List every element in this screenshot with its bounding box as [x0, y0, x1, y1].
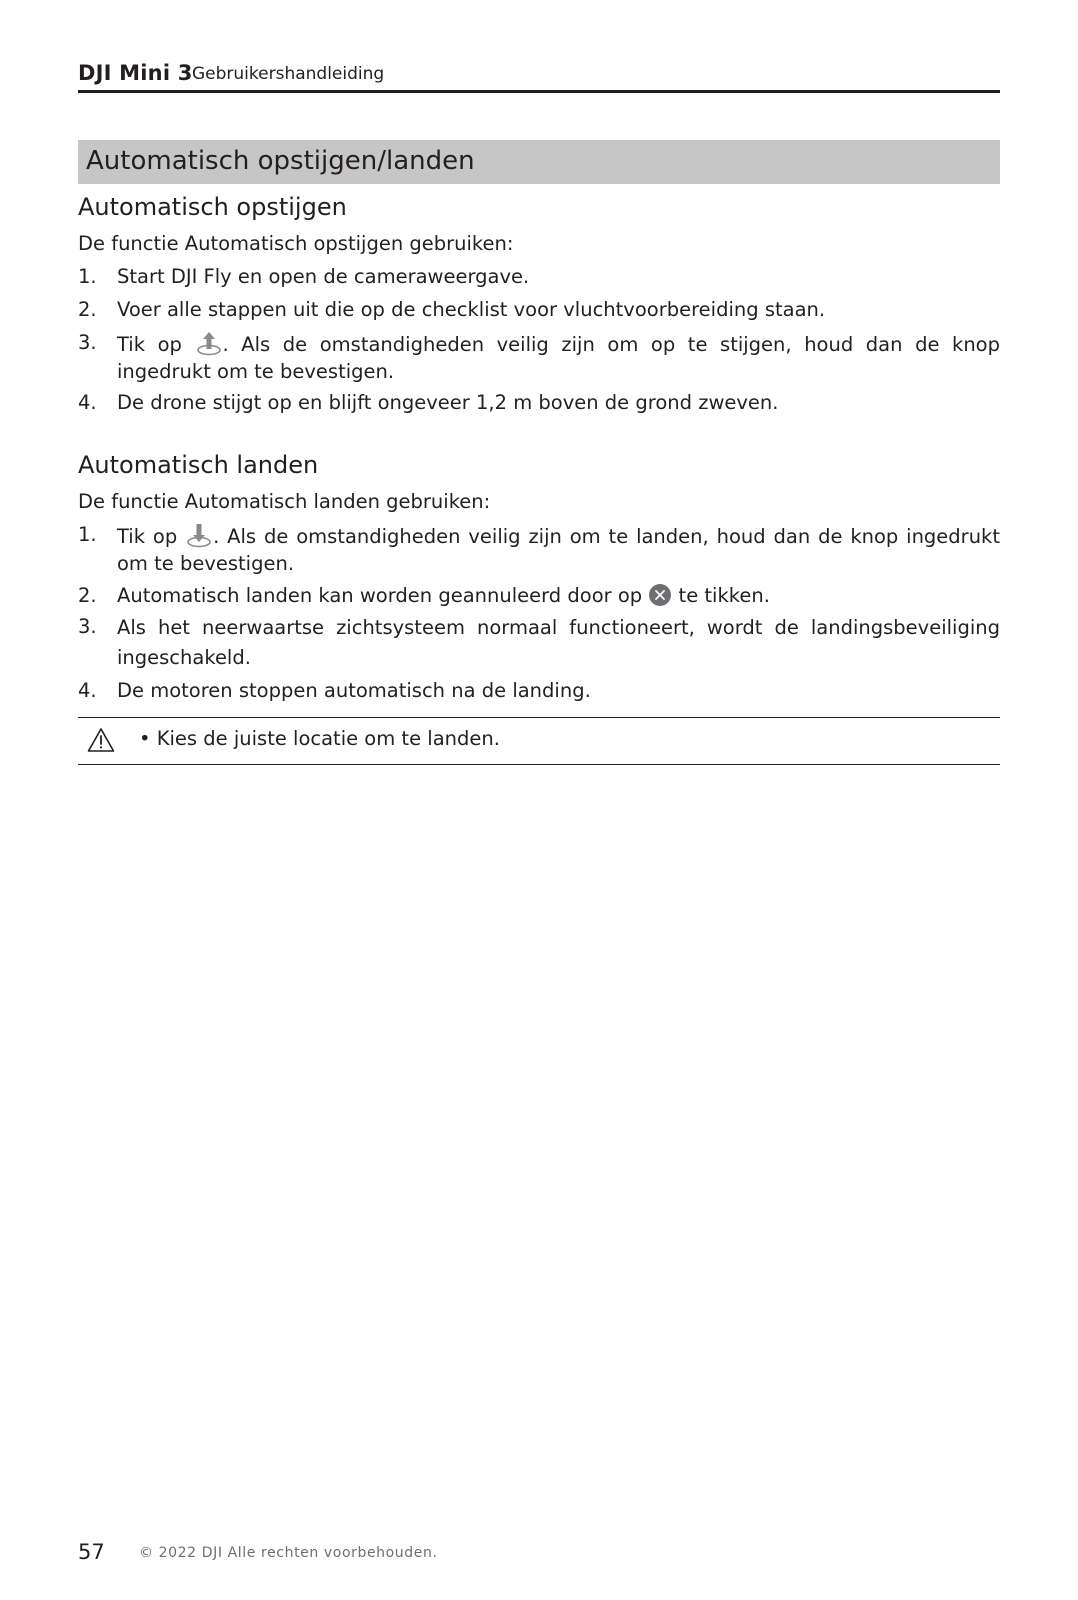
- step-text-post: te tikken.: [672, 584, 770, 607]
- product-name: DJI Mini 3: [78, 61, 193, 85]
- takeoff-icon: [195, 329, 223, 357]
- step-number: 3.: [78, 331, 97, 354]
- section-title-bar: [78, 140, 1000, 184]
- step-number: 2.: [78, 584, 97, 607]
- step-text-post: . Als de omstandigheden veilig zijn om te landen, houd dan de knop ingedrukt om te bevestigen.: [117, 525, 1000, 575]
- takeoff-heading: Automatisch opstijgen: [78, 193, 347, 221]
- landing-icon: [185, 521, 213, 549]
- step-number: 4.: [78, 679, 97, 702]
- step-text-pre: Automatisch landen kan worden geannuleerd door op: [117, 584, 649, 607]
- step-number: 4.: [78, 391, 97, 414]
- step-text: De motoren stoppen automatisch na de landing.: [117, 679, 591, 702]
- step-text: Start DJI Fly en open de cameraweergave.: [117, 265, 530, 288]
- copyright-notice: © 2022 DJI Alle rechten voorbehouden.: [139, 1545, 438, 1561]
- step-text-pre: Tik op: [117, 525, 186, 548]
- step-text: [117, 521, 1000, 577]
- cancel-icon: [648, 583, 672, 607]
- landing-heading: Automatisch landen: [78, 451, 319, 479]
- page-header: [78, 58, 1000, 93]
- step-text-post: . Als de omstandigheden veilig zijn om op te stijgen, houd dan de knop ingedrukt om te bevestigen.: [117, 333, 1000, 383]
- step-text: De drone stijgt op en blijft ongeveer 1,2 m boven de grond zweven.: [117, 391, 779, 414]
- step-text-pre: Tik op: [117, 333, 195, 356]
- warning-text: • Kies de juiste locatie om te landen.: [139, 727, 500, 750]
- warning-icon: [87, 727, 115, 753]
- document-title: Gebruikershandleiding: [192, 64, 385, 84]
- step-number: 1.: [78, 523, 97, 546]
- step-text: [117, 329, 1000, 385]
- step-number: 1.: [78, 265, 97, 288]
- step-text: Als het neerwaartse zichtsysteem normaal functioneert, wordt de landingsbeveiliging ingeschakeld.: [117, 616, 1000, 669]
- warning-box: [78, 717, 1000, 765]
- step-text: Voer alle stappen uit die op de checklist voor vluchtvoorbereiding staan.: [117, 298, 826, 321]
- section-title: Automatisch opstijgen/landen: [86, 146, 475, 176]
- landing-intro: De functie Automatisch landen gebruiken:: [78, 490, 491, 513]
- page-number: 57: [78, 1540, 105, 1564]
- step-number: 3.: [78, 615, 97, 638]
- step-number: 2.: [78, 298, 97, 321]
- step-text: [117, 582, 1000, 609]
- takeoff-intro: De functie Automatisch opstijgen gebruiken:: [78, 232, 514, 255]
